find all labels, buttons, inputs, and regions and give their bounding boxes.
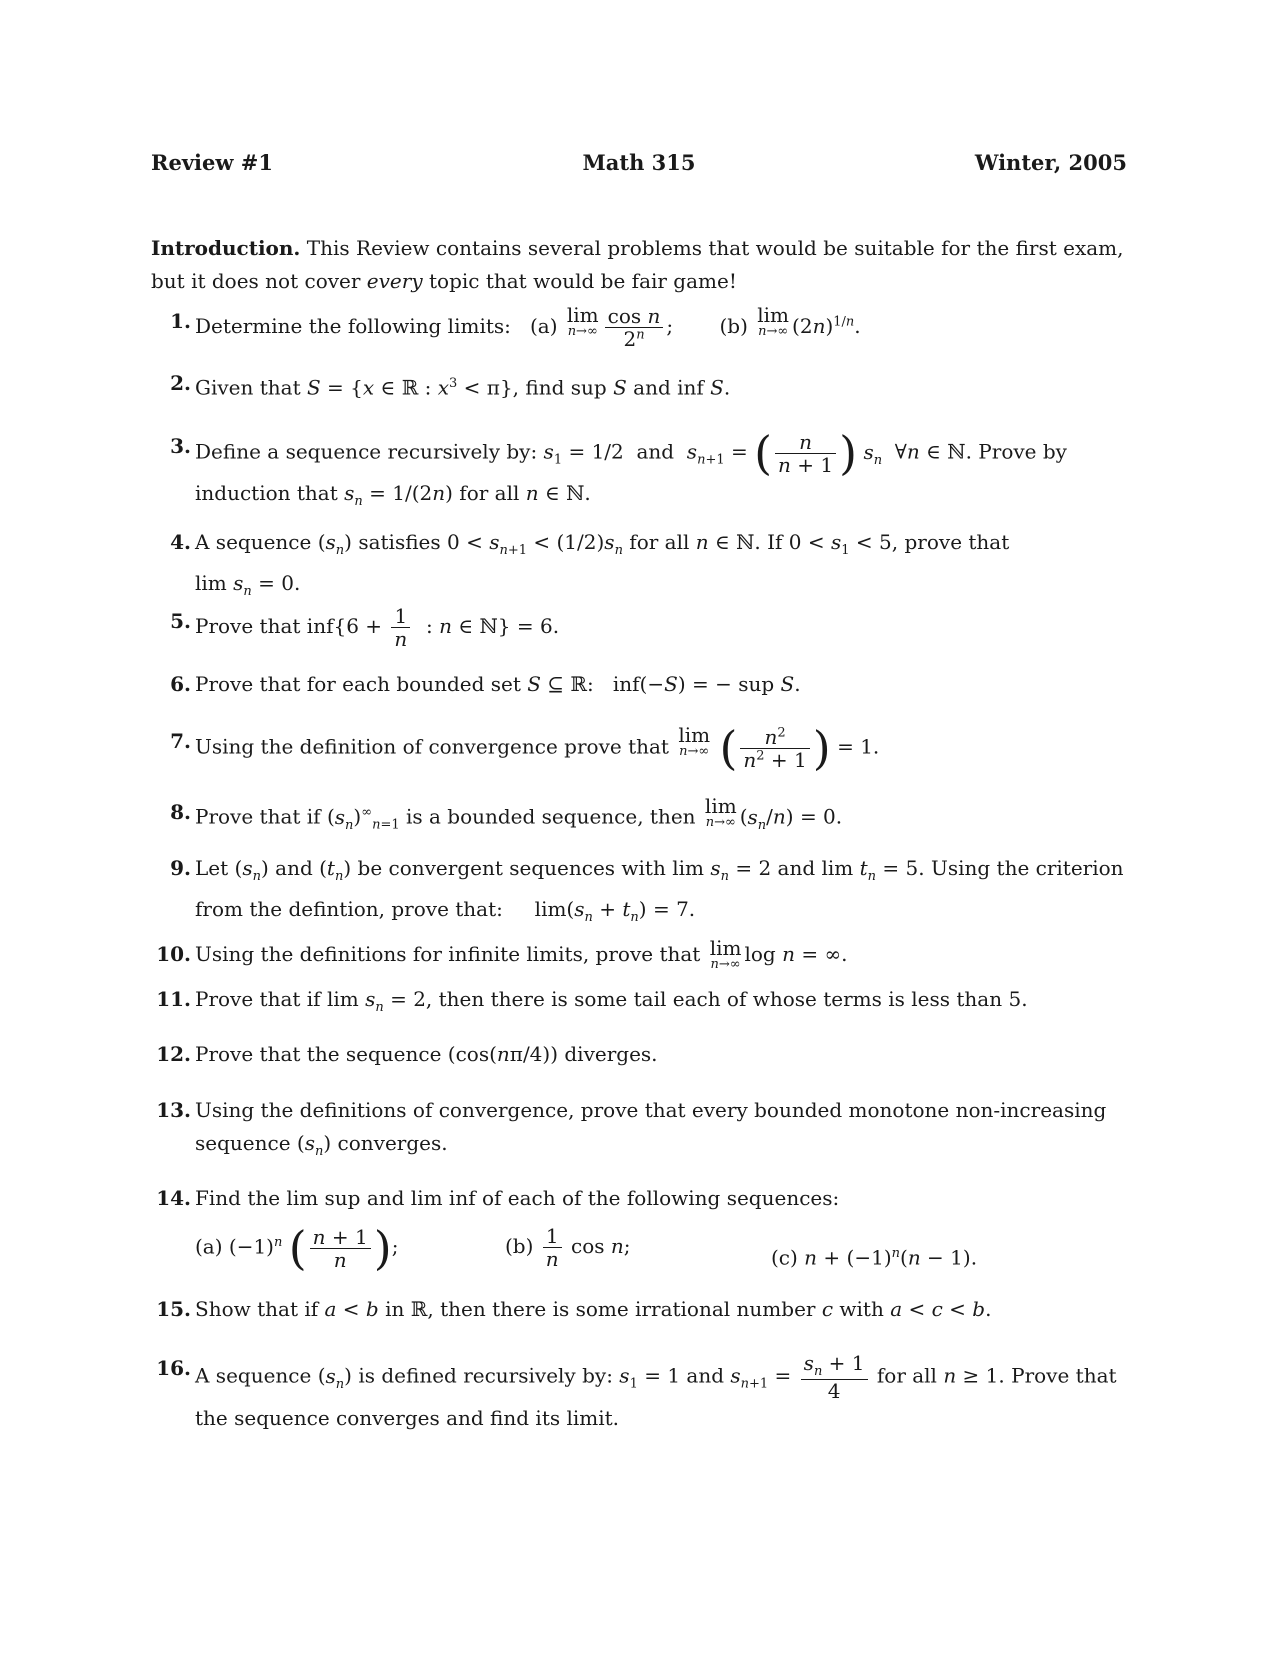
problem-number: 7. [170,729,191,753]
intro-text-b: topic that would be fair game! [429,269,737,293]
problem-text: Using the definition of convergence prove that [195,734,669,759]
problem-8: 8. Prove that if $(s_n)^\infty_{n=1}$ is a bounded sequence, then lim n→∞ $(s_n/n) = 0$. [151,796,1127,842]
intro-emphasis: every [366,269,423,293]
fraction: $\frac{n}{n + 1}$ [775,431,836,476]
problem-number: 15. [156,1297,191,1321]
problem-10: 10. Using the definitions for infinite limits, prove that lim n→∞ log n = ∞. [151,938,1127,971]
criterion-text: Using the criterion from the defintion, prove that: [195,856,1124,921]
sequence-options [195,1219,1127,1279]
problem-2: 2. Given that S = {x ∈ ℝ : $x^3 < \pi$}, find sup S and inf S. [151,367,1127,405]
problem-text: Prove that if [195,987,321,1011]
problem-6: 6. Prove that for each bounded set S ⊆ ℝ: inf(−S) = − sup S. [151,668,1127,701]
problem-7: 7. Using the definition of convergence prove that lim n→∞ ( $\frac{n^2}{n^2 + 1}$ ) = 1. [151,725,1127,771]
fraction: $\frac{n^2}{n^2 + 1}$ [740,726,809,771]
problem-number: 1. [170,309,191,333]
problem-number: 16. [156,1356,191,1380]
problem-16: 16. A sequence $(s_n)$ is defined recursively by: $s_1 = 1$ and $s_{n+1}$ = $\frac{s_n + 1}{4}$ for all n ≥ 1. Prove that the sequence converges and find its limit. [151,1352,1127,1435]
if-text: If [767,530,783,554]
header-course: Math 315 [582,150,696,175]
for-all-text: for all [629,530,690,554]
limit-expression: lim n→∞ [709,936,742,972]
problem-number: 6. [170,672,191,696]
problem-3: 3. Define a sequence recursively by: $s_1 = 1/2$ and $s_{n+1}$ = ( $\frac{n}{n + 1}$ ) $s_n$ ∀n ∈ ℕ. Prove by induction that $s_n = 1/(2n)$ for all n ∈ ℕ. [151,430,1127,518]
limit-expression: lim n→∞ [678,723,711,759]
problem-text: Prove that if [195,804,321,829]
problem-5: 5. Prove that inf{6 + $\frac{1}{n}$ : n ∈ ℕ} = 6. [151,605,1127,650]
in-word: in [385,1297,405,1321]
converges-text: converges. [337,1131,448,1155]
fraction: $\frac{s_n + 1}{4}$ [801,1352,868,1402]
problem-number: 13. [156,1098,191,1122]
problem-13: 13. Using the definitions of convergence, prove that every bounded monotone non-increasing sequence $(s_n)$ converges. [151,1094,1127,1168]
option-a: (a) $(-1)^n$ ( $\frac{n + 1}{n}$ ); [195,1221,399,1275]
problem-text: Let [195,856,229,880]
intro-text-a: This Review contains several problems that would be suitable for the first exam, but it does not cover [151,236,1124,293]
problem-text: Prove that [195,614,301,638]
problem-number: 14. [156,1186,191,1210]
for-all-text: for all [876,1363,937,1388]
problem-11: 11. Prove that if $\lim s_n = 2$, then there is some tail each of whose terms is less than 5. [151,983,1127,1024]
problem-15: 15. Show that if a < b in ℝ, then there is some irrational number c with a < c < b. [151,1293,1127,1326]
problem-text: A sequence [195,530,312,554]
problem-number: 12. [156,1042,191,1066]
problem-number: 2. [170,371,191,395]
problem-text: Prove that the sequence [195,1042,442,1066]
limit-expression: lim n→∞ [566,303,599,339]
satisfies-text: satisfies [358,530,441,554]
problem-number: 9. [170,856,191,880]
page-header [151,150,1127,182]
fraction: $\frac{1}{n}$ [391,605,410,650]
problem-number: 5. [170,609,191,633]
intro-label: Introduction. [151,236,301,260]
problem-12: 12. Prove that the sequence (cos(nπ/4)) diverges. [151,1038,1127,1071]
tail-text: then there is some tail each of whose terms is less than 5. [438,987,1028,1011]
problem-4: 4. A sequence $(s_n)$ satisfies $0 < s_{n+1} < (1/2)s_n$ for all n ∈ ℕ. If $0 < s_1 < 5$, prove that $\lim s_n = 0$. [151,526,1127,608]
diverges-text: diverges. [564,1042,658,1066]
problem-1: 1. Determine the following limits: (a) lim n→∞ $\frac{\text{cos n}}{2^n}$ ; (b) lim n→∞ $(2n)^{1/n}$. [151,305,1127,350]
problem-number: 8. [170,800,191,824]
convergent-text: be convergent sequences with [357,856,666,880]
fraction: $\frac{\text{cos n}}{2^n}$ [605,305,664,350]
problem-number: 11. [156,987,191,1011]
and-word: and [636,439,675,464]
prove-by-text: Prove by [978,439,1067,464]
and-word: and [275,856,313,880]
problem-number: 3. [170,434,191,458]
with-word: with [839,1297,884,1321]
header-review-title: Review #1 [151,150,273,175]
problem-text: Find the lim sup and lim inf of each of the following sequences: [195,1186,840,1210]
problem-text: Define a sequence recursively by: [195,439,538,464]
limit-expression: lim n→∞ [757,303,790,339]
header-term: Winter, 2005 [974,150,1127,175]
induction-text: induction that [195,480,338,505]
defined-text: is defined recursively by: [358,1363,613,1388]
problem-14 [151,1182,1127,1279]
prove-that-text: prove that [904,530,1010,554]
and-word: and [686,1363,725,1388]
problem-text: Given that [195,375,301,400]
and-word: and [777,856,816,880]
option-b: (b) $\frac{1}{n}$ cos n; [505,1224,631,1271]
problem-9: 9. Let $(s_n)$ and $(t_n)$ be convergent sequences with $\lim s_n = 2$ and $\lim t_n = 5$. Using the criterion from the defintion, prove that: $\lim(s_n + t_n) = 7$. [151,852,1127,934]
introduction-paragraph [151,232,1127,298]
option-c: (c) $n + (-1)^n(n - 1)$. [771,1245,978,1270]
limit-expression: lim n→∞ [704,794,737,830]
problem-text: A sequence [195,1363,312,1388]
problem-text: Using the definitions for infinite limits, prove that [195,942,701,966]
problem-number: 4. [170,530,191,554]
prove-converges-text: Prove that the sequence converges and find its limit. [195,1363,1117,1431]
problem-text: Show that if [195,1297,319,1321]
irrational-text: then there is some irrational number [440,1297,816,1321]
problem-number: 10. [156,942,191,966]
problem-text: Determine the following limits: [195,314,511,338]
for-all-text: for all [459,480,520,505]
problem-text: Using the definitions of convergence, prove that every bounded monotone non-increasing sequence [195,1098,1107,1155]
problem-text: Prove that for each bounded set [195,672,521,696]
